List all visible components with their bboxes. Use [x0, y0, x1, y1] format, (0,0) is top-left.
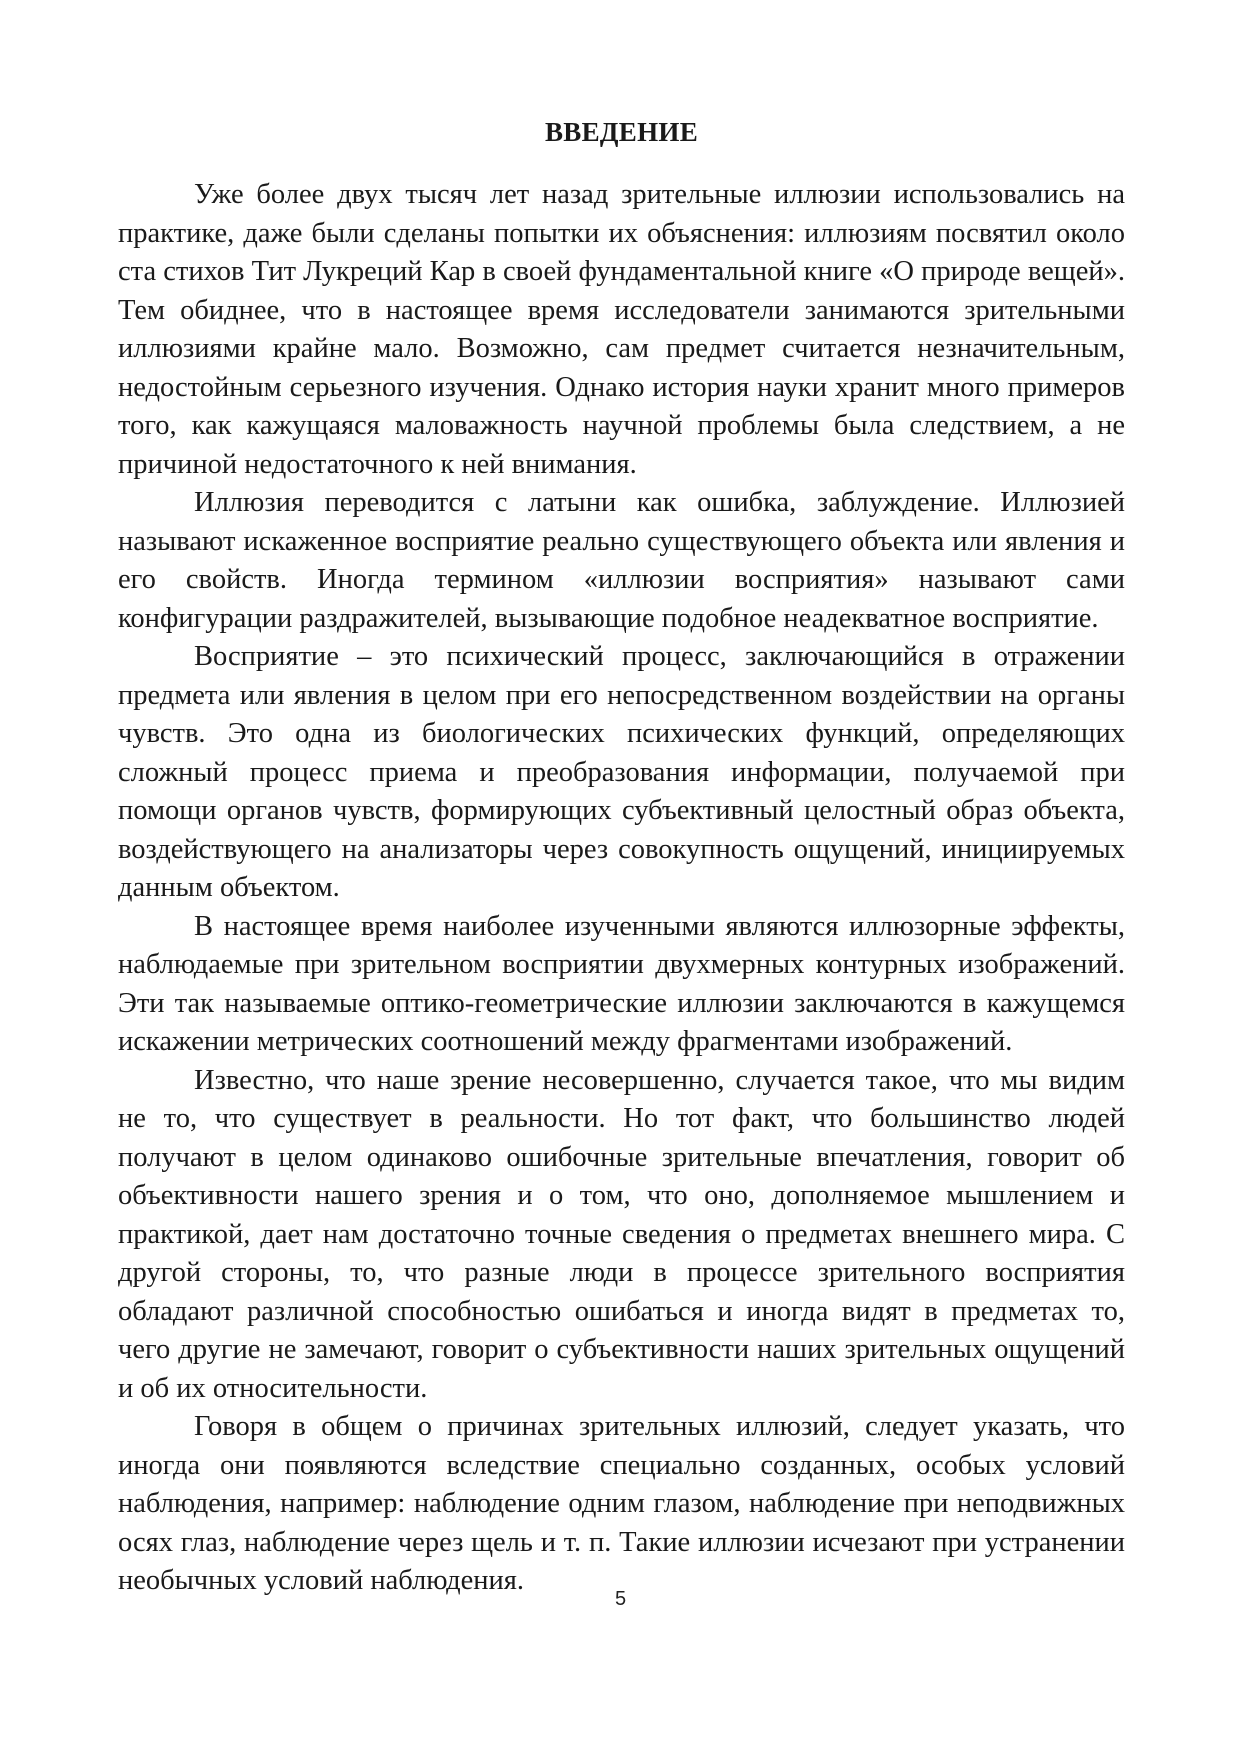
- section-heading: ВВЕДЕНИЕ: [544, 117, 699, 147]
- page-number: 5: [614, 1588, 627, 1610]
- paragraph-3: Восприятие – это психический процесс, заключающийся в отражении предмета или явления в целом при его непосредственном воздействии на органы чувств. Это одна из биологических психических функций, определяющих сложный процесс приема и преобразования информации, получаемой при помощи органов чувств, формирующих субъективный целостный образ объекта, воздействующего на анализаторы через совокупность ощущений, инициируемых данным объектом.: [118, 641, 1125, 903]
- paragraph-6: Говоря в общем о причинах зрительных иллюзий, следует указать, что иногда они появляются вследствие специально созданных, особых условий наблюдения, например: наблюдение одним глазом, наблюдение при неподвижных осях глаз, наблюдение через щель и т. п. Такие иллюзии исчезают при устранении необычных условий наблюдения.: [118, 1411, 1125, 1596]
- paragraph-1: Уже более двух тысяч лет назад зрительные иллюзии использовались на практике, даже были сделаны попытки их объяснения: иллюзиям посвятил около ста стихов Тит Лукреций Кар в своей фундаментальной книге «О природе вещей». Тем обиднее, что в настоящее время исследователи занимаются зрительными иллюзиями крайне мало. Возможно, сам предмет считается незначительным, недостойным серьезного изучения. Однако история науки хранит много примеров того, как кажущаяся маловажность научной проблемы была следствием, а не причиной недостаточного к ней внимания.: [118, 179, 1125, 480]
- document-page: [118, 102, 1125, 1601]
- paragraph-5: Известно, что наше зрение несовершенно, случается такое, что мы видим не то, что существует в реальности. Но тот факт, что большинство людей получают в целом одинаково ошибочные зрительные впечатления, говорит об объективности нашего зрения и о том, что оно, дополняемое мышлением и практикой, дает нам достаточно точные сведения о предметах внешнего мира. С другой стороны, то, что разные люди в процессе зрительного восприятия обладают различной способностью ошибаться и иногда видят в предметах то, чего другие не замечают, говорит о субъективности наших зрительных ощущений и об их относительности.: [118, 1064, 1125, 1404]
- paragraph-2: Иллюзия переводится с латыни как ошибка, заблуждение. Иллюзией называют искаженное восприятие реально существующего объекта или явления и его свойств. Иногда термином «иллюзии восприятия» называют сами конфигурации раздражителей, вызывающие подобное неадекватное восприятие.: [118, 487, 1125, 634]
- paragraph-4: В настоящее время наиболее изученными являются иллюзорные эффекты, наблюдаемые при зрительном восприятии двухмерных контурных изображений. Эти так называемые оптико-геометрические иллюзии заключаются в кажущемся искажении метрических соотношений между фрагментами изображений.: [118, 910, 1125, 1057]
